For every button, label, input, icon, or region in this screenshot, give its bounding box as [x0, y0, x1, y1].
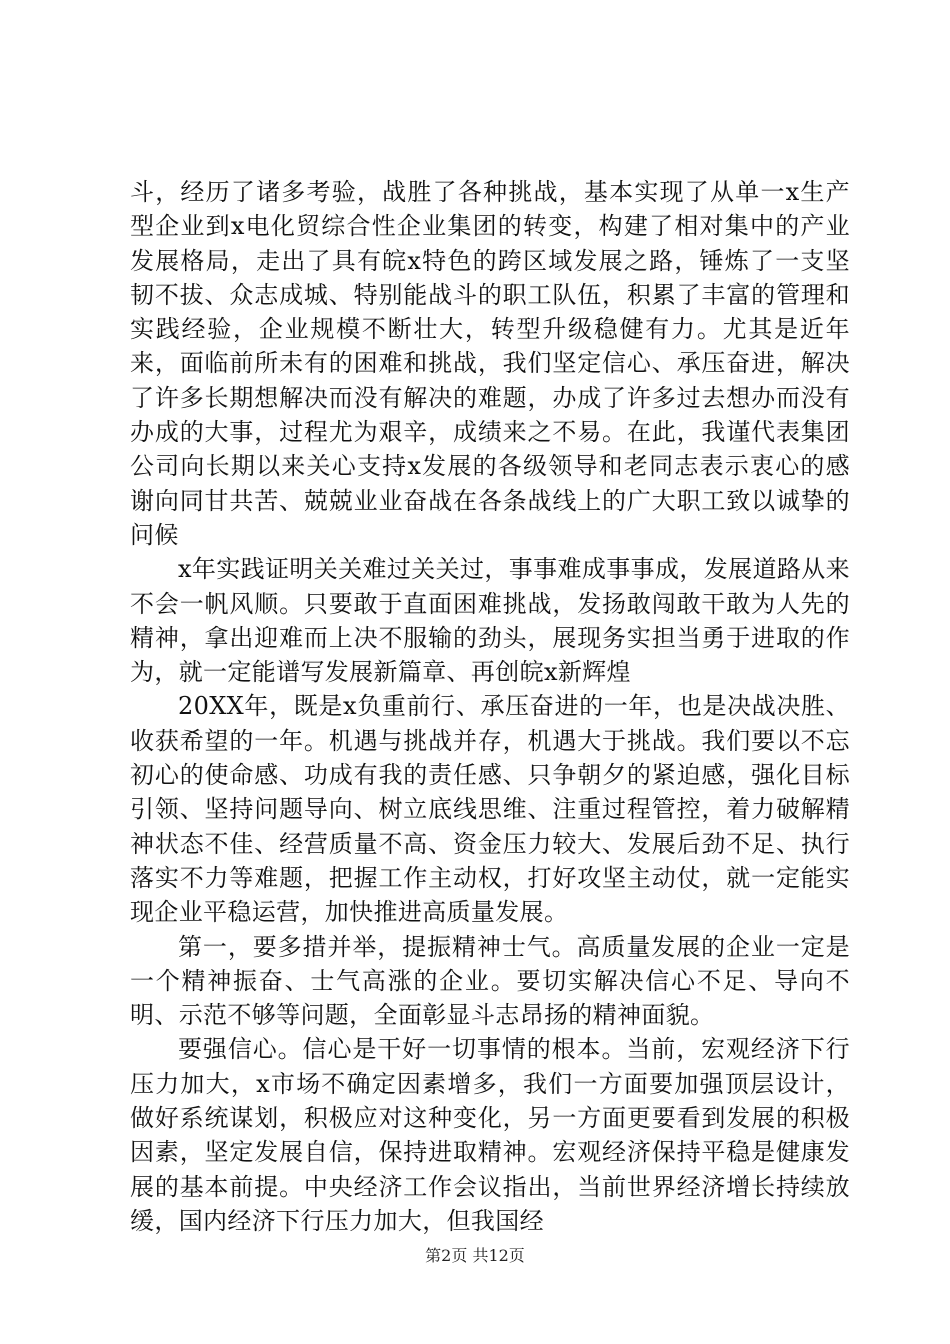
page-number-footer: 第2页 共12页 [425, 1246, 525, 1265]
paragraph-year-outlook: 20XX年，既是x负重前行、承压奋进的一年，也是决战决胜、收获希望的一年。机遇与挑战并存，机遇大于挑战。我们要以不忘初心的使命感、功成有我的责任感、只争朝夕的紧迫感，强化目标引领、坚持问题导向、树立底线思维、注重过程管控，着力破解精神状态不佳、经营质量不高、资金压力较大、发展后劲不足、执行落实不力等难题，把握工作主动权，打好攻坚主动仗，就一定能实现企业平稳运营，加快推进高质量发展。 [130, 692, 850, 927]
paragraph-continuation: 斗，经历了诸多考验，战胜了各种挑战，基本实现了从单一x生产型企业到x电化贸综合性企业集团的转变，构建了相对集中的产业发展格局，走出了具有皖x特色的跨区域发展之路，锤炼了一支坚韧不拔、众志成城、特别能战斗的职工队伍，积累了丰富的管理和实践经验，企业规模不断壮大，转型升级稳健有力。尤其是近年来，面临前所未有的困难和挑战，我们坚定信心、承压奋进，解决了许多长期想解决而没有解决的难题，办成了许多过去想办而没有办成的大事，过程尤为艰辛，成绩来之不易。在此，我谨代表集团公司向长期以来关心支持x发展的各级领导和老同志表示衷心的感谢向同甘共苦、兢兢业业奋战在各条战线上的广大职工致以诚挚的问候 [130, 178, 850, 549]
paragraph-point-one: 第一，要多措并举，提振精神士气。高质量发展的企业一定是一个精神振奋、士气高涨的企业。要切实解决信心不足、导向不明、示范不够等问题，全面彰显斗志昂扬的精神面貌。 [130, 932, 850, 1030]
document-body [130, 175, 850, 1238]
paragraph-strengthen-confidence: 要强信心。信心是干好一切事情的根本。当前，宏观经济下行压力加大，x市场不确定因素增多，我们一方面要加强顶层设计，做好系统谋划，积极应对这种变化，另一方面更要看到发展的积极因素，坚定发展自信，保持进取精神。宏观经济保持平稳是健康发展的基本前提。中央经济工作会议指出，当前世界经济增长持续放缓，国内经济下行压力加大，但我国经 [130, 1035, 850, 1235]
paragraph-practice-proof: x年实践证明关关难过关关过，事事难成事事成，发展道路从来不会一帆风顺。只要敢于直面困难挑战，发扬敢闯敢干敢为人先的精神，拿出迎难而上决不服输的劲头，展现务实担当勇于进取的作为，就一定能谱写发展新篇章、再创皖x新辉煌 [130, 555, 850, 687]
